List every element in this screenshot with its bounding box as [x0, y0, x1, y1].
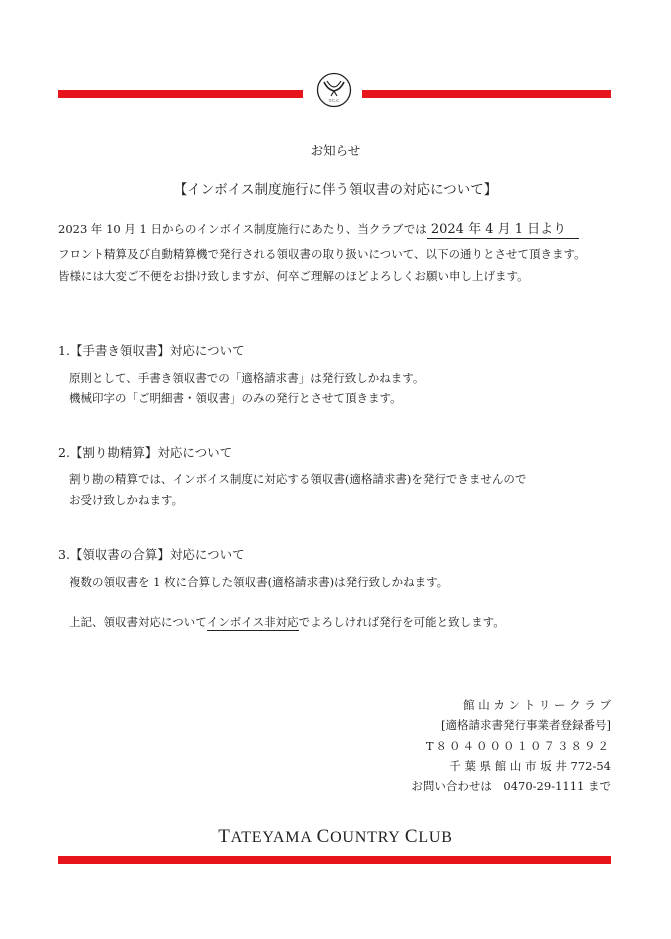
intro-line-2: フロント精算及び自動精算機で発行される領収書の取り扱いについて、以下の通りとさせて頂きます。: [58, 247, 586, 261]
top-rule-left: [58, 90, 303, 98]
footer-rest-1: ATEYAMA: [230, 829, 317, 846]
footer-t: T: [218, 826, 231, 847]
section-3-heading: 3.【領収書の合算】対応について: [58, 547, 245, 562]
intro-line-3: 皆様には大変ご不便をお掛け致しますが、何卒ご理解のほどよろしくお願い申し上げます。: [58, 269, 529, 283]
footer-c1: C: [316, 826, 331, 847]
club-name: 館 山 カ ン ト リ ー ク ラ ブ: [463, 698, 611, 712]
inquiry-phone: お問い合わせは 0470-29-1111 まで: [411, 779, 611, 793]
top-rule-right: [362, 90, 611, 98]
logo-caption: T.C.C: [328, 98, 340, 103]
section-1-line-1: 原則として、手書き領収書での「適格請求書」は発行致しかねます。: [69, 371, 425, 385]
closing-line: [69, 617, 505, 629]
intro-date-text: 2024 年 4 月 1 日: [426, 222, 541, 237]
closing-text-a: 上記、領収書対応について: [69, 615, 207, 629]
closing-text-b: インボイス非対応: [206, 615, 299, 629]
intro-date-suffix: より: [540, 222, 567, 237]
footer-c2: C: [404, 826, 419, 847]
club-logo: [316, 72, 352, 108]
intro-line-1-text: 2023 年 10 月 1 日からのインボイス制度施行にあたり、当クラブでは: [58, 222, 427, 236]
section-3-line-1: 複数の領収書を 1 枚に合算した領収書(適格請求書)は発行致しかねます。: [69, 575, 449, 589]
section-1-line-2: 機械印字の「ご明細書・領収書」のみの発行とさせて頂きます。: [69, 391, 402, 405]
intro-date: [427, 222, 579, 239]
closing-text-c: でよろしければ発行を可能と致します。: [298, 615, 505, 629]
section-2-line-1: 割り勘の精算では、インボイス制度に対応する領収書(適格請求書)を発行できませんので: [69, 472, 527, 486]
footer-club-name: [0, 826, 671, 848]
section-2-line-2: お受け致しかねます。: [69, 493, 184, 507]
notice-title: 【インボイス制度施行に伴う領収書の対応について】: [173, 182, 498, 198]
section-1-heading: 1.【手書き領収書】対応について: [58, 343, 245, 358]
address: 千 葉 県 館 山 市 坂 井 772-54: [449, 759, 611, 773]
footer-rest-2: OUNTRY: [330, 829, 405, 846]
bottom-rule: [58, 856, 611, 864]
notice-label: お知らせ: [310, 143, 361, 158]
registration-number: T８０４０００１０７３８９２: [425, 739, 611, 753]
footer-rest-3: LUB: [418, 829, 453, 846]
section-2-heading: 2.【割り勘精算】対応について: [58, 445, 233, 460]
registration-label: [適格請求書発行事業者登録番号]: [441, 718, 611, 732]
intro-line-1: [58, 223, 579, 236]
